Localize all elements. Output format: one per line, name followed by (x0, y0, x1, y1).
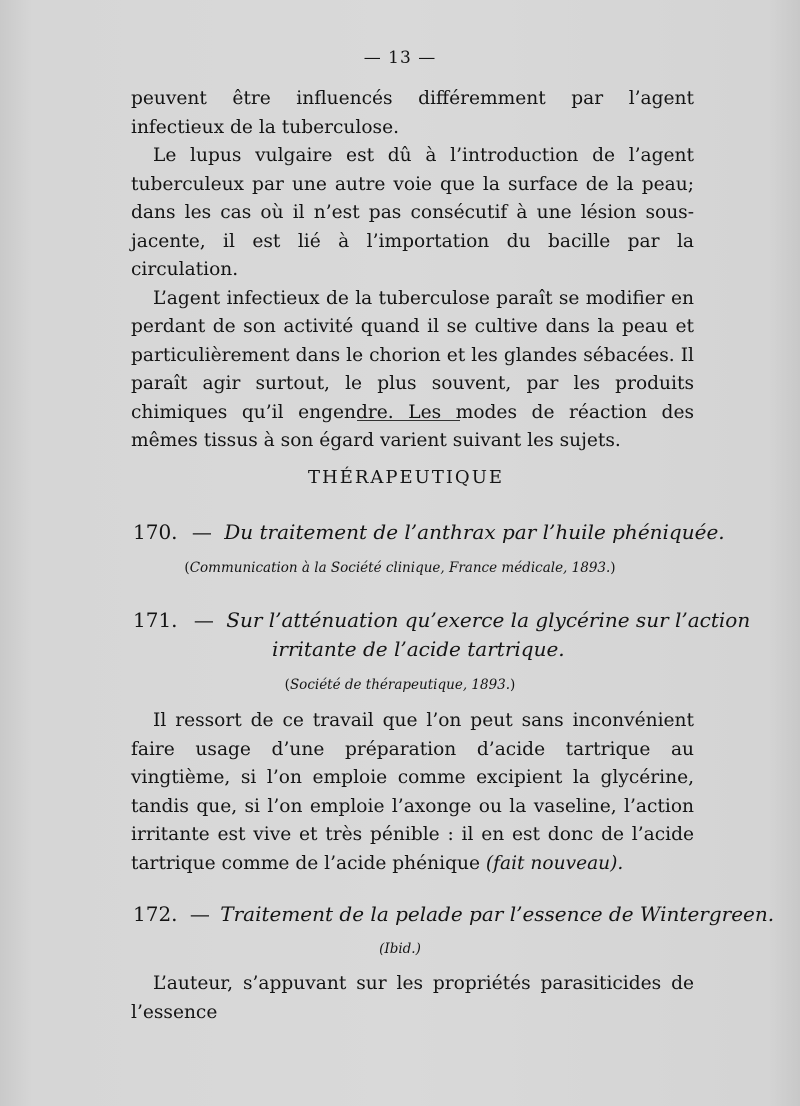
entry-title: Traitement de la pelade par l’essence de Wintergreen. (220, 902, 775, 926)
entry-171-citation: (Société de thérapeutique, 1893.) (284, 677, 516, 693)
section-heading: THÉRAPEUTIQUE (308, 467, 504, 488)
entry-title-line-2: irritante de l’acide tartrique. (272, 637, 565, 661)
entry-dash: — (191, 520, 212, 544)
separator-rule (357, 420, 460, 421)
entry-172-body-text: L’auteur, s’appuvant sur les propriétés parasiticides de l’essence (131, 973, 694, 1023)
intro-text (131, 85, 694, 456)
entry-170-heading (133, 517, 725, 547)
entry-171-body-end: (fait nouveau). (485, 852, 624, 874)
entry-172-body (131, 970, 694, 1027)
entry-dash: — (193, 608, 214, 632)
paragraph-3: L’agent infectieux de la tuberculose paraît se modifier en perdant de son activité quand il se cultive dans la peau et particulièrement dans le chorion et les glandes sébacées. Il paraît agir surtout, le plus souvent, par les produits chimiques qu’il engendre. Les modes de réaction des mêmes tissus à son égard varient suivant les sujets. (131, 287, 694, 451)
entry-title: Du traitement de l’anthrax par l’huile phéniquée. (224, 520, 725, 544)
entry-number: 170. (133, 520, 178, 544)
paragraph-1: peuvent être influencés différemment par l’agent infectieux de la tuberculose. (131, 88, 694, 138)
entry-171-heading (133, 605, 750, 635)
entry-title-line-1: Sur l’atténuation qu’exerce la glycérine sur l’action (226, 608, 751, 632)
entry-dash: — (189, 902, 210, 926)
citation-text: Communication à la Société clinique, France médicale, 1893. (189, 560, 611, 576)
entry-number: 171. (133, 608, 178, 632)
entry-171-heading-cont (272, 634, 565, 664)
paragraph-2: Le lupus vulgaire est dû à l’introduction de l’agent tuberculeux par une autre voie que la surface de la peau; dans les cas où il n’est pas consécutif à une lésion sous-jacente, il est lié à l’importation du bacille par la circulation. (131, 145, 694, 280)
entry-number: 172. (133, 902, 178, 926)
entry-172-citation: (Ibid.) (379, 941, 421, 957)
page-number: — 13 — (363, 48, 437, 68)
entry-170-citation: (Communication à la Société clinique, France médicale, 1893.) (184, 560, 616, 576)
entry-171-body-text: Il ressort de ce travail que l’on peut sans inconvénient faire usage d’une préparation d’acide tartrique au vingtième, si l’on emploie comme excipient la glycérine, tandis que, si l’on emploie l’axonge ou la vaseline, l’action irritante est vive et très pénible : il en est donc de l’acide tartrique comme de l’acide phénique (131, 710, 694, 874)
citation-text: Société de thérapeutique, 1893. (289, 677, 511, 693)
entry-171-body (131, 707, 694, 878)
entry-172-heading (133, 899, 774, 929)
